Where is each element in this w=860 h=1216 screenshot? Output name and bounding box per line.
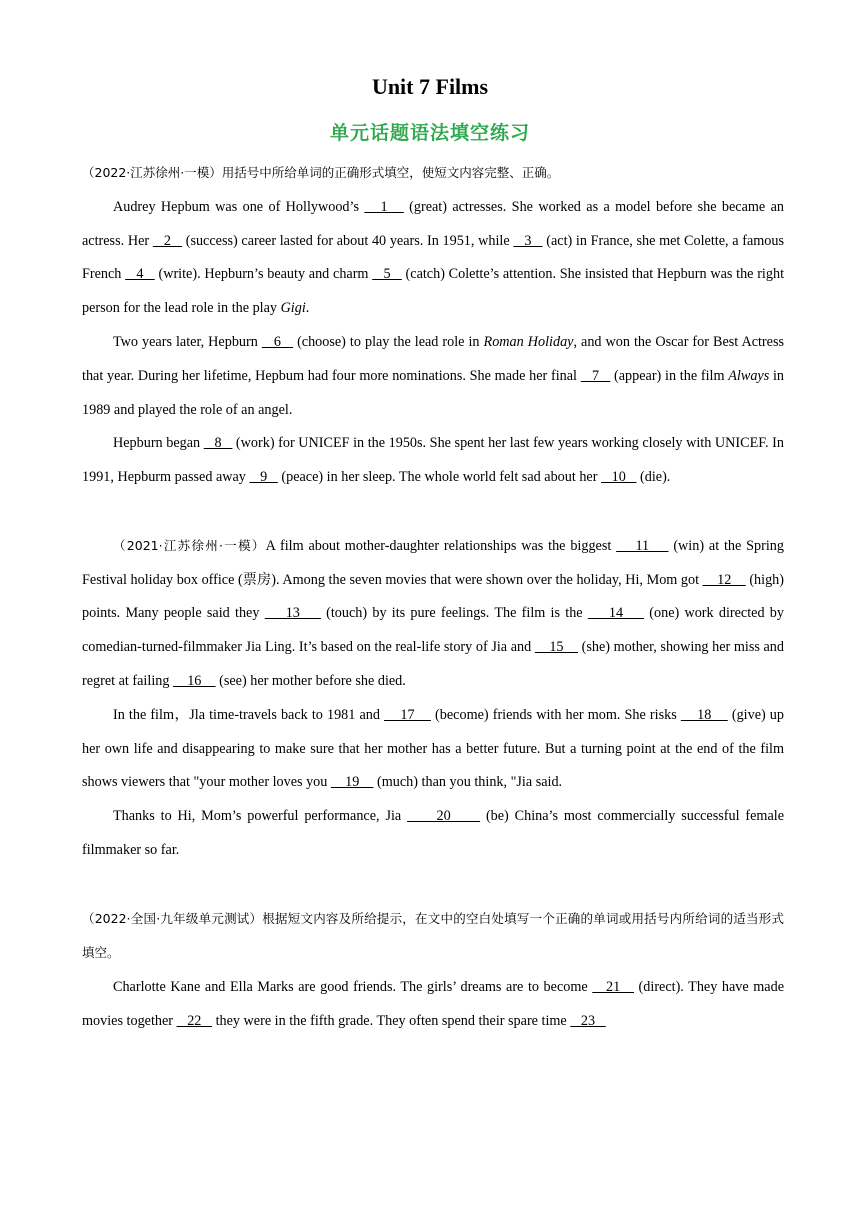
passage1-instruction-text: 用括号中所给单词的正确形式填空，使短文内容完整、正确。 (221, 165, 560, 180)
film-title-always: Always (728, 367, 770, 384)
text: Charlotte Kane and Ella Marks are good friends. The girls’ dreams are to become (113, 979, 593, 996)
blank-8[interactable]: 8 (203, 435, 233, 452)
passage3-paragraph-1 (82, 971, 784, 1039)
text: Two years later, Hepburn (113, 333, 262, 350)
blank-15[interactable]: 15 (534, 639, 579, 656)
blank-12[interactable]: 12 (702, 571, 746, 588)
blank-3[interactable]: 3 (513, 232, 543, 249)
blank-13[interactable]: 13 (264, 605, 321, 622)
text: (die). (636, 469, 671, 486)
text: (see) her mother before she died. (215, 672, 406, 689)
text: Hepburn began (113, 435, 204, 452)
blank-4[interactable]: 4 (125, 266, 155, 283)
blank-2[interactable]: 2 (152, 232, 183, 249)
text: (choose) to play the lead role in (293, 333, 484, 350)
blank-5[interactable]: 5 (372, 266, 402, 283)
text: they were in the fifth grade. They often spend their spare time (212, 1012, 571, 1029)
text: In the film，Jla time-travels back to 1981 and (113, 706, 385, 723)
passage1-paragraph-1 (82, 191, 784, 326)
blank-17[interactable]: 17 (384, 706, 431, 723)
blank-10[interactable]: 10 (601, 469, 637, 486)
passage3-instruction-text: 根据短文内容及所给提示，在文中的空白处填写一个正确的单词或用括号内所给词的适当形式填空。 (82, 910, 784, 961)
text: (appear) in the film (610, 367, 729, 384)
passage2-paragraph-3 (82, 800, 784, 868)
play-title-gigi: Gigi (280, 300, 306, 317)
blank-16[interactable]: 16 (173, 672, 216, 689)
blank-21[interactable]: 21 (592, 979, 634, 996)
blank-22[interactable]: 22 (176, 1012, 213, 1029)
text: (direct). They have made movies together (82, 979, 784, 1029)
text: (catch) Colette’s attention. She insisted that Hepburn was the right person for the lead role in the play (82, 266, 785, 317)
passage3-source: （2022·全国·九年级单元测试） (82, 910, 263, 926)
text: (act) in France, she met Colette, a famous French (82, 232, 785, 283)
text: (great) actresses. She worked as a model before she became an actress. Her (82, 198, 784, 249)
text: in 1989 and played the role of an angel. (82, 367, 785, 418)
passage1-paragraph-3 (82, 427, 784, 495)
blank-18[interactable]: 18 (680, 706, 728, 723)
page-subtitle: 单元话题语法填空练习 (329, 122, 530, 144)
text: (one) work directed by comedian-turned-filmmaker Jia Ling. It’s based on the real-life story of Jia and (82, 605, 784, 656)
blank-14[interactable]: 14 (587, 605, 645, 622)
text: A film about mother-daughter relationships was the biggest (265, 537, 617, 554)
text: . (305, 300, 310, 317)
text: (peace) in her sleep. The whole world felt sad about her (277, 469, 601, 486)
spacer (82, 495, 784, 529)
text: (be) China’s most commercially successful female filmmaker so far. (82, 808, 785, 858)
passage2-paragraph-2 (82, 699, 784, 800)
text: (she) mother, showing her miss and regret at failing (82, 639, 784, 689)
text: Thanks to Hi, Mom’s powerful performance, Jia (113, 808, 408, 825)
text: (write). Hepburn’s beauty and charm (154, 266, 373, 283)
passage1-paragraph-2 (82, 326, 784, 427)
text: Audrey Hepbum was one of Hollywood’s (113, 198, 365, 215)
blank-6[interactable]: 6 (261, 333, 294, 350)
passage1-source: （2022·江苏徐州·一模） (82, 165, 222, 180)
blank-20[interactable]: 20 (407, 808, 481, 825)
blank-9[interactable]: 9 (249, 469, 278, 486)
text: (work) for UNICEF in the 1950s. She spent her last few years working closely with UNICEF. In 1991, Hepburm passed away (82, 435, 784, 486)
blank-19[interactable]: 19 (330, 774, 374, 791)
blank-11[interactable]: 11 (616, 537, 669, 554)
film-title-roman-holiday: Roman Holiday (483, 333, 574, 350)
blank-7[interactable]: 7 (580, 367, 611, 384)
text: (touch) by its pure feelings. The film is the (320, 605, 588, 622)
passage3-instruction (82, 902, 784, 972)
passage1-instruction (82, 156, 784, 191)
text: (high) points. Many people said they (82, 571, 784, 622)
passage2-paragraph-1 (82, 529, 784, 699)
passage2-source: （2021·江苏徐州·一模） (113, 537, 266, 553)
text: (give) up her own life and disappearing to make sure that her mother has a better future. But a turning point at the end of the film shows viewers that "your mother loves you (82, 706, 784, 791)
blank-1[interactable]: 1 (364, 198, 404, 215)
text: (success) career lasted for about 40 years. In 1951, while (182, 232, 514, 249)
text: , and won the Oscar for Best Actress that year. During her lifetime, Hepbum had four more nominations. She made her final (82, 333, 784, 384)
worksheet-content (82, 156, 784, 1039)
text: (become) friends with her mom. She risks (430, 706, 681, 723)
spacer (82, 868, 784, 902)
page-title: Unit 7 Films (371, 74, 489, 99)
text: (much) than you think, "Jia said. (373, 774, 563, 791)
text: (win) at the Spring Festival holiday box office (票房). Among the seven movies that were shown over the holiday, Hi, Mom got (82, 537, 784, 588)
blank-23[interactable]: 23 (570, 1012, 606, 1029)
